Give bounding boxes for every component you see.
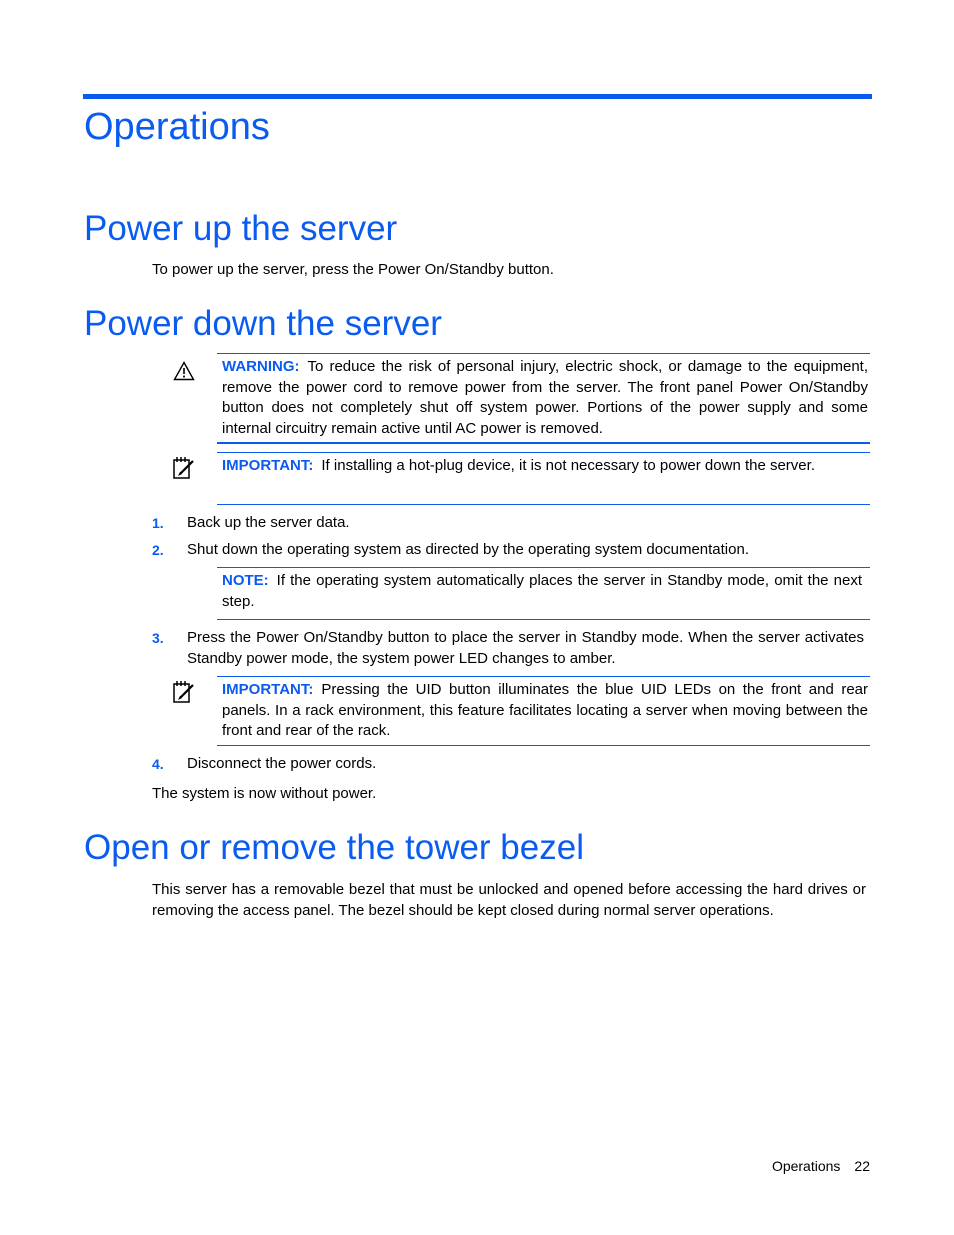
- important2-text: Pressing the UID button illuminates the blue UID LEDs on the front and rear panels. In a rack environment, this feature facilitates locating a server when moving between the front and rear of the rack.: [222, 681, 868, 739]
- warning-triangle-icon: [173, 361, 195, 381]
- bezel-text: This server has a removable bezel that must be unlocked and opened before accessing the hard drives or removing the access panel. The bezel should be kept closed during normal server operations.: [152, 881, 866, 919]
- step-number: 4.: [152, 756, 164, 772]
- step-text: Back up the server data.: [187, 514, 350, 531]
- footer-page-number: 22: [854, 1158, 870, 1174]
- important-notepad-icon: [171, 455, 197, 481]
- important2-bottom-rule: [217, 745, 870, 746]
- important-notepad-icon: [171, 679, 197, 705]
- important2-block: [222, 680, 868, 742]
- power-up-text: To power up the server, press the Power On/Standby button.: [152, 261, 554, 278]
- note-top-rule: [217, 567, 870, 568]
- note-text: If the operating system automatically places the server in Standby mode, omit the next step.: [222, 572, 862, 610]
- step-number: 1.: [152, 515, 164, 531]
- step-text: Shut down the operating system as directed by the operating system documentation.: [187, 541, 749, 558]
- step-number: 3.: [152, 630, 164, 646]
- important1-top-rule: [217, 452, 870, 453]
- important2-top-rule: [217, 676, 870, 677]
- warning-block: [222, 357, 868, 439]
- important1-text: If installing a hot-plug device, it is not necessary to power down the server.: [321, 457, 815, 474]
- warning-label: WARNING:: [222, 358, 300, 375]
- note-bottom-rule: [217, 619, 870, 620]
- section-heading-power-down: Power down the server: [84, 304, 442, 343]
- step-number: 2.: [152, 542, 164, 558]
- note-block: [222, 571, 862, 612]
- closing-text: The system is now without power.: [152, 785, 377, 802]
- warning-top-rule: [217, 353, 870, 354]
- step-text: Press the Power On/Standby button to place the server in Standby mode. When the server activates Standby power mode, the system power LED changes to amber.: [187, 629, 864, 667]
- important1-label: IMPORTANT:: [222, 457, 314, 474]
- chapter-title: Operations: [84, 106, 270, 148]
- important2-label: IMPORTANT:: [222, 681, 314, 698]
- section-heading-open-bezel: Open or remove the tower bezel: [84, 828, 584, 867]
- footer-section: Operations: [771, 1158, 841, 1174]
- warning-bottom-rule: [217, 442, 870, 444]
- note-label: NOTE:: [222, 572, 269, 589]
- warning-text: To reduce the risk of personal injury, electric shock, or damage to the equipment, remove the power cord to remove power from the server. The front panel Power On/Standby button does not completely shut off system power. Portions of the power supply and some internal circuitry remain active until AC power is removed.: [222, 358, 868, 437]
- page-footer: [772, 1158, 870, 1174]
- chapter-top-rule: [83, 94, 872, 99]
- section-heading-power-up: Power up the server: [84, 209, 398, 248]
- step-text: Disconnect the power cords.: [187, 755, 377, 772]
- important1-block: [222, 456, 868, 477]
- important1-bottom-rule: [217, 504, 870, 505]
